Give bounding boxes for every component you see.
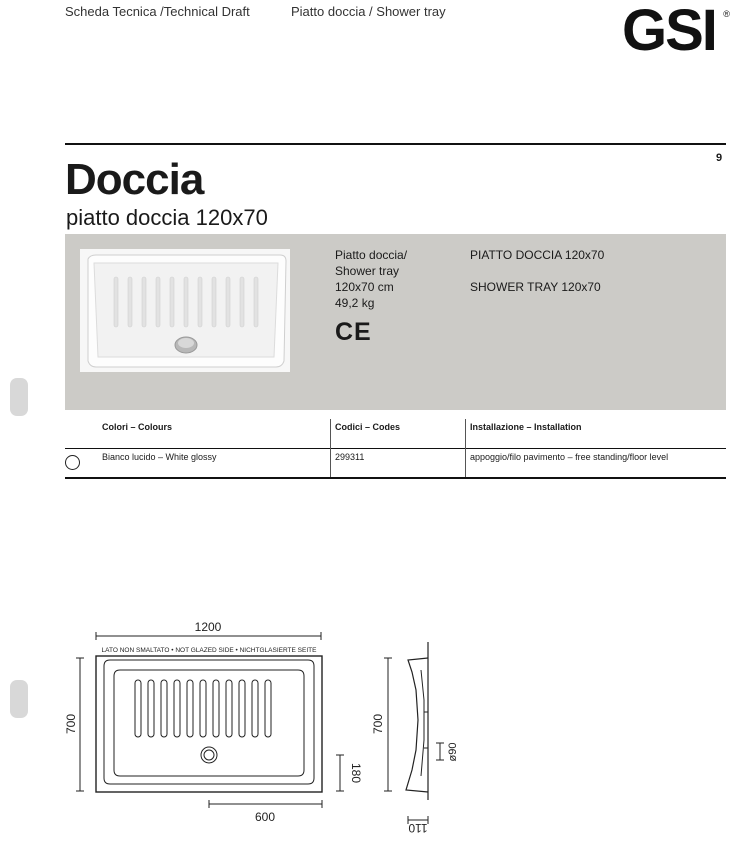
page-number: 9 [716,152,723,164]
side-tab-upper[interactable] [10,378,28,416]
product-size: 120x70 cm [335,280,394,294]
dim-depth: 110 [408,821,428,835]
product-name-en: SHOWER TRAY 120x70 [470,280,601,294]
col-header-installation: Installazione – Installation [470,422,582,432]
table-header-divider [65,448,726,449]
table-col-divider-2 [465,419,466,479]
dim-drain-diameter: ø90 [447,742,459,762]
cell-installation: appoggio/filo pavimento – free standing/floor level [470,452,669,462]
dim-height: 700 [64,713,78,735]
dim-side-height: 700 [371,713,385,735]
page-subtitle: piatto doccia 120x70 [66,205,268,230]
dim-drain-horizontal: 600 [254,810,276,824]
technical-drawing [0,600,745,849]
product-category-label: Piatto doccia / Shower tray [291,4,446,19]
table-col-divider-1 [330,419,331,479]
product-type-line1: Piatto doccia/ [335,248,408,262]
table-bottom-rule [65,477,726,479]
product-type-line2: Shower tray [335,264,400,278]
col-header-colours: Colori – Colours [102,422,173,432]
brand-logo: GSI ® [622,0,728,63]
ce-mark: CE [335,318,372,346]
product-name-it: PIATTO DOCCIA 120x70 [470,248,605,262]
cell-colour: Bianco lucido – White glossy [102,452,217,462]
dim-width: 1200 [194,620,222,634]
colour-swatch-white [65,455,80,470]
dim-drain-vertical: 180 [349,762,363,784]
top-divider [65,143,726,145]
page-title: Doccia [65,155,204,204]
col-header-codes: Codici – Codes [335,422,401,432]
cell-code: 299311 [335,452,365,462]
product-weight: 49,2 kg [335,296,375,310]
side-note: LATO NON SMALTATO • NOT GLAZED SIDE • NICHTGLASIERTE SEITE [101,647,317,654]
section-label: Scheda Tecnica /Technical Draft [65,4,250,19]
product-photo [80,249,290,372]
